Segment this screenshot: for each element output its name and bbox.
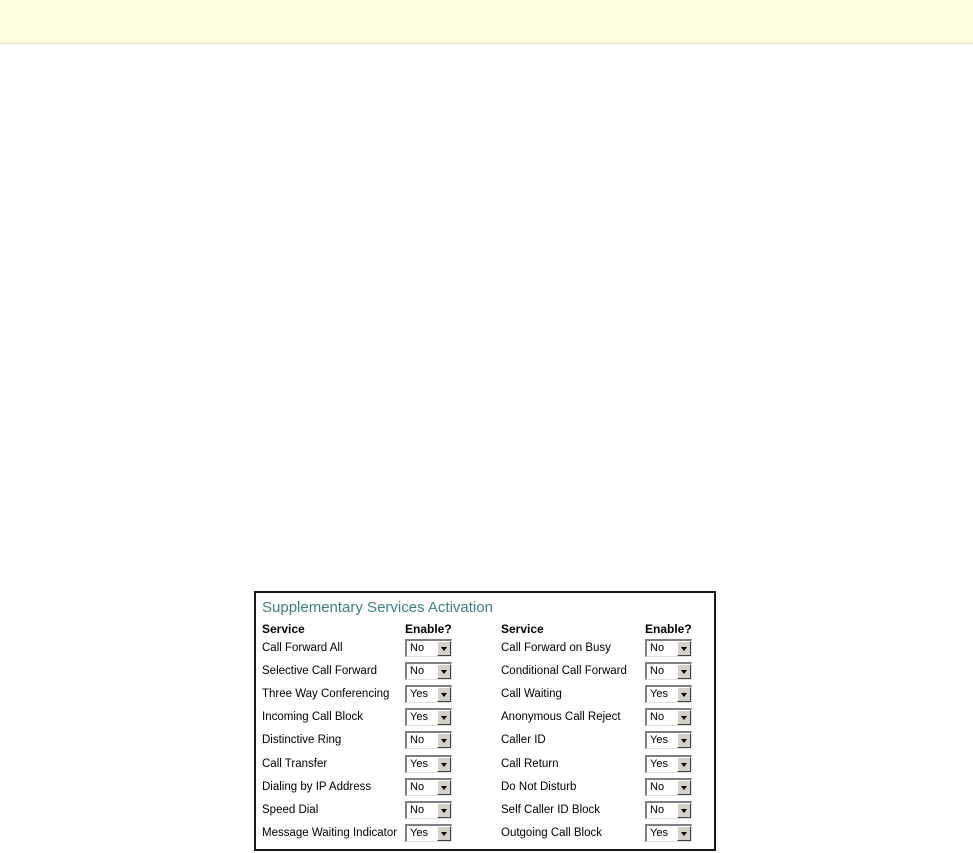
- dropdown-arrow-icon[interactable]: [677, 803, 691, 818]
- dropdown-arrow-icon[interactable]: [677, 757, 691, 772]
- enable-select-value: Yes: [410, 757, 428, 770]
- enable-select-value: No: [650, 780, 665, 793]
- enable-select-value: No: [650, 803, 665, 816]
- enable-select-left[interactable]: [405, 639, 452, 657]
- enable-select-left[interactable]: [405, 801, 452, 819]
- header-service-left: Service: [262, 622, 305, 636]
- service-label-left: Speed Dial: [262, 803, 319, 816]
- enable-select-value: No: [650, 711, 665, 724]
- service-label-left: Dialing by IP Address: [262, 780, 372, 793]
- service-label-right: Anonymous Call Reject: [501, 711, 621, 724]
- enable-select-left[interactable]: [405, 708, 452, 726]
- enable-select-left[interactable]: [405, 824, 452, 842]
- enable-select-left[interactable]: [405, 731, 452, 749]
- service-label-left: Distinctive Ring: [262, 734, 342, 747]
- service-label-left: Selective Call Forward: [262, 665, 378, 678]
- service-label-right: Self Caller ID Block: [501, 803, 601, 816]
- enable-select-value: No: [410, 780, 425, 793]
- service-label-right: Conditional Call Forward: [501, 665, 627, 678]
- enable-select-value: Yes: [650, 688, 668, 701]
- enable-select-value: No: [410, 734, 425, 747]
- enable-select-right[interactable]: [645, 662, 692, 680]
- dropdown-arrow-icon[interactable]: [437, 757, 451, 772]
- enable-select-right[interactable]: [645, 639, 692, 657]
- service-label-right: Caller ID: [501, 734, 546, 747]
- enable-select-left[interactable]: [405, 662, 452, 680]
- enable-select-value: No: [410, 642, 425, 654]
- dropdown-arrow-icon[interactable]: [437, 733, 451, 748]
- dropdown-arrow-icon[interactable]: [437, 687, 451, 702]
- service-label-right: Call Return: [501, 757, 559, 770]
- enable-select-value: Yes: [650, 734, 668, 747]
- supplementary-services-panel: [254, 591, 716, 851]
- service-label-right: Do Not Disturb: [501, 780, 577, 793]
- service-label-right: Call Waiting: [501, 688, 562, 701]
- enable-select-right[interactable]: [645, 778, 692, 796]
- enable-select-value: Yes: [650, 826, 668, 839]
- service-label-right: Call Forward on Busy: [501, 642, 611, 654]
- header-enable-right: Enable?: [645, 622, 692, 636]
- panel-title: Supplementary Services Activation: [262, 599, 493, 616]
- top-banner: [0, 0, 973, 44]
- service-label-right: Outgoing Call Block: [501, 826, 602, 839]
- enable-select-value: No: [650, 665, 665, 678]
- enable-select-value: Yes: [410, 711, 428, 724]
- enable-select-left[interactable]: [405, 685, 452, 703]
- enable-select-right[interactable]: [645, 708, 692, 726]
- dropdown-arrow-icon[interactable]: [437, 710, 451, 725]
- service-label-left: Message Waiting Indicator: [262, 826, 398, 839]
- header-service-right: Service: [501, 622, 544, 636]
- service-label-left: Call Transfer: [262, 757, 328, 770]
- enable-select-value: Yes: [650, 757, 668, 770]
- dropdown-arrow-icon[interactable]: [437, 826, 451, 841]
- dropdown-arrow-icon[interactable]: [677, 826, 691, 841]
- dropdown-arrow-icon[interactable]: [437, 664, 451, 679]
- dropdown-arrow-icon[interactable]: [437, 803, 451, 818]
- enable-select-right[interactable]: [645, 755, 692, 773]
- header-enable-left: Enable?: [405, 622, 452, 636]
- dropdown-arrow-icon[interactable]: [677, 664, 691, 679]
- dropdown-arrow-icon[interactable]: [677, 733, 691, 748]
- service-label-left: Call Forward All: [262, 642, 343, 654]
- dropdown-arrow-icon[interactable]: [677, 780, 691, 795]
- dropdown-arrow-icon[interactable]: [437, 780, 451, 795]
- enable-select-value: No: [410, 665, 425, 678]
- enable-select-right[interactable]: [645, 801, 692, 819]
- dropdown-arrow-icon[interactable]: [677, 641, 691, 656]
- service-label-left: Three Way Conferencing: [262, 688, 390, 701]
- enable-select-left[interactable]: [405, 778, 452, 796]
- enable-select-left[interactable]: [405, 755, 452, 773]
- enable-select-right[interactable]: [645, 685, 692, 703]
- enable-select-value: Yes: [410, 688, 428, 701]
- dropdown-arrow-icon[interactable]: [437, 641, 451, 656]
- dropdown-arrow-icon[interactable]: [677, 687, 691, 702]
- dropdown-arrow-icon[interactable]: [677, 710, 691, 725]
- enable-select-value: Yes: [410, 826, 428, 839]
- enable-select-right[interactable]: [645, 731, 692, 749]
- enable-select-right[interactable]: [645, 824, 692, 842]
- enable-select-value: No: [650, 642, 665, 654]
- service-label-left: Incoming Call Block: [262, 711, 363, 724]
- enable-select-value: No: [410, 803, 425, 816]
